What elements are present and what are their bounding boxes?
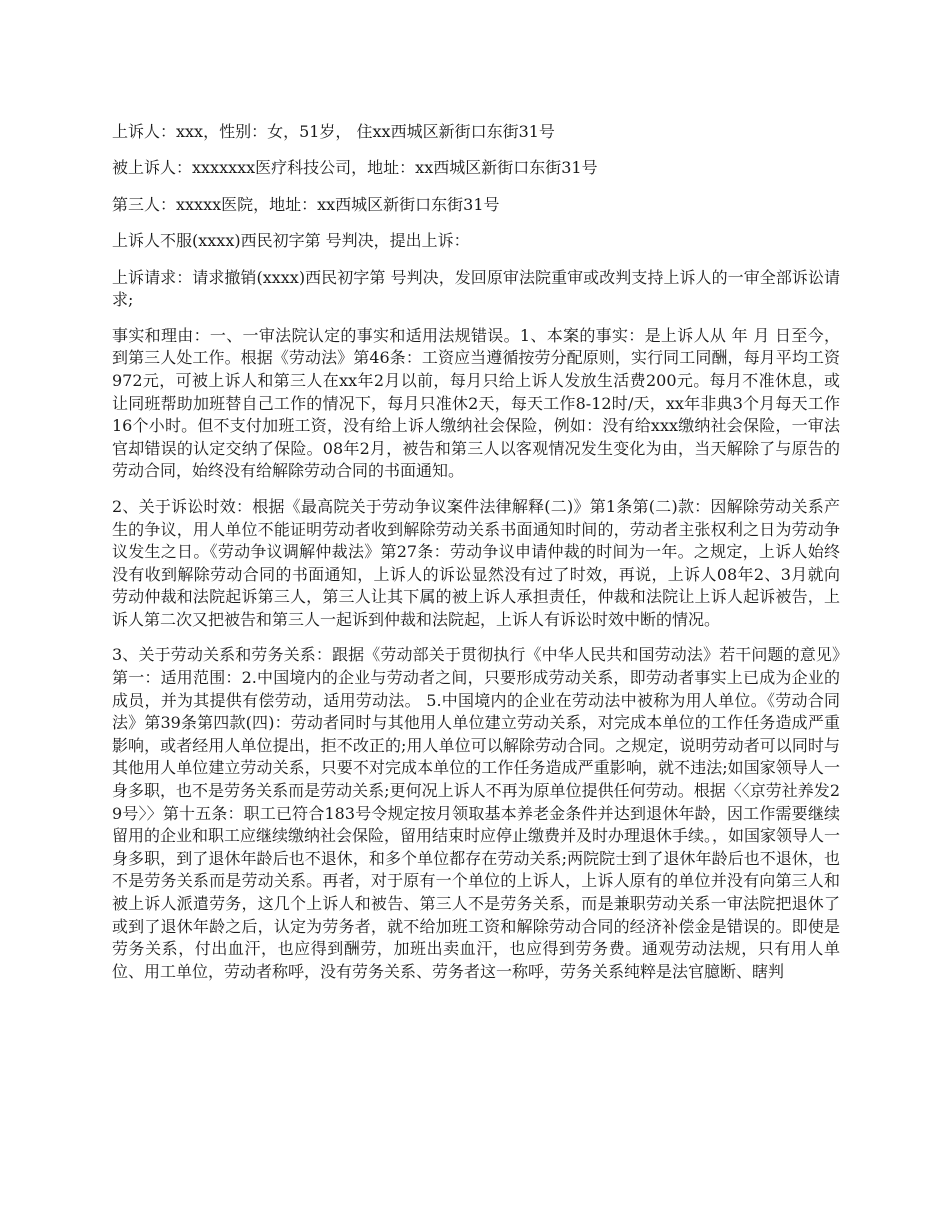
appellee-paragraph: 被上诉人：xxxxxxx医疗科技公司，地址：xx西城区新街口东街31号 (112, 158, 598, 178)
statute-of-limitations-paragraph: 2、关于诉讼时效：根据《最高院关于劳动争议案件法律解释(二)》第1条第(二)款：因解除劳动关系产生的争议，用人单位不能证明劳动者收到解除劳动关系书面通知时间的，劳动者主张权利之日为劳动争议发生之日。《劳动争议调解仲裁法》第27条：劳动争议申请仲裁的时间为一年。之规定，上诉人始终没有收到解除劳动合同的书面通知，上诉人的诉讼显然没有过了时效，再说，上诉人08年2、3月就向劳动仲裁和法院起诉第三人，第三人让其下属的被上诉人承担责任，仲裁和法院让上诉人起诉被告，上诉人第二次又把被告和第三人一起诉到仲裁和法院起，上诉人有诉讼时效中断的情况。 (112, 496, 840, 629)
facts-and-reasons-paragraph: 事实和理由：一、一审法院认定的事实和适用法规错误。1、本案的事实：是上诉人从 年 月 日至今，到第三人处工作。根据《劳动法》第46条：工资应当遵循按劳分配原则，实行同工同酬，每月平均工资972元，可被上诉人和第三人在xx年2月以前，每月只给上诉人发放生活费200元。每月不准休息，或让同班帮助加班替自己工作的情况下，每月只准休2天，每天工作8-12时/天，xx年非典3个月每天工作16个小时。但不支付加班工资，没有给上诉人缴纳社会保险，例如：没有给xxx缴纳社会保险，一审法官却错误的认定交纳了保险。08年2月，被告和第三人以客观情况发生变化为由，当天解除了与原告的劳动合同，始终没有给解除劳动合同的书面通知。 (112, 325, 840, 481)
third-party-paragraph: 第三人：xxxxx医院，地址：xx西城区新街口东街31号 (112, 194, 500, 214)
appellant-paragraph: 上诉人：xxx，性别：女，51岁， 住xx西城区新街口东街31号 (112, 122, 555, 141)
appeal-request-paragraph: 上诉请求：请求撤销(xxxx)西民初字第 号判决，发回原审法院重审或改判支持上诉人的一审全部诉讼请求; (112, 267, 840, 310)
document-body (112, 121, 840, 996)
appeal-statement-paragraph: 上诉人不服(xxxx)西民初字第 号判决，提出上诉： (112, 231, 470, 251)
labor-relations-paragraph: 3、关于劳动关系和劳务关系：跟据《劳动部关于贯彻执行《中华人民共和国劳动法》若干问题的意见》第一：适用范围：2.中国境内的企业与劳动者之间，只要形成劳动关系，即劳动者事实上已成为企业的成员，并为其提供有偿劳动，适用劳动法。 5.中国境内的企业在劳动法中被称为用人单位。《劳动合同法》第39条第四款(四)：劳动者同时与其他用人单位建立劳动关系，对完成本单位的工作任务造成严重影响，或者经用人单位提出，拒不改正的;用人单位可以解除劳动合同。之规定，说明劳动者可以同时与其他用人单位建立劳动关系，只要不对完成本单位的工作任务造成严重影响，就不违法;如国家领导人一身多职，也不是劳务关系而是劳动关系;更何况上诉人不再为原单位提供任何劳动。根据〈〈京劳社养发29号〉〉第十五条：职工已符合183号令规定按月领取基本养老金条件并达到退休年龄，因工作需要继续留用的企业和职工应继续缴纳社会保险，留用结束时应停止缴费并及时办理退休手续。，如国家领导人一身多职，到了退休年龄后也不退休，和多个单位都存在劳动关系;两院院士到了退休年龄后也不退休，也不是劳务关系而是劳动关系。再者，对于原有一个单位的上诉人，上诉人原有的单位并没有向第三人和被上诉人派遣劳务，这几个上诉人和被告、第三人不是劳务关系，而是兼职劳动关系一审法院把退休了或到了退休年龄之后，认定为劳务者，就不给加班工资和解除劳动合同的经济补偿金是错误的。即使是劳务关系，付出血汗，也应得到酬劳，加班出卖血汗，也应得到劳务费。通观劳动法规，只有用人单位、用工单位，劳动者称呼，没有劳务关系、劳务者这一称呼，劳务关系纯粹是法官臆断、瞎判 (112, 645, 841, 981)
